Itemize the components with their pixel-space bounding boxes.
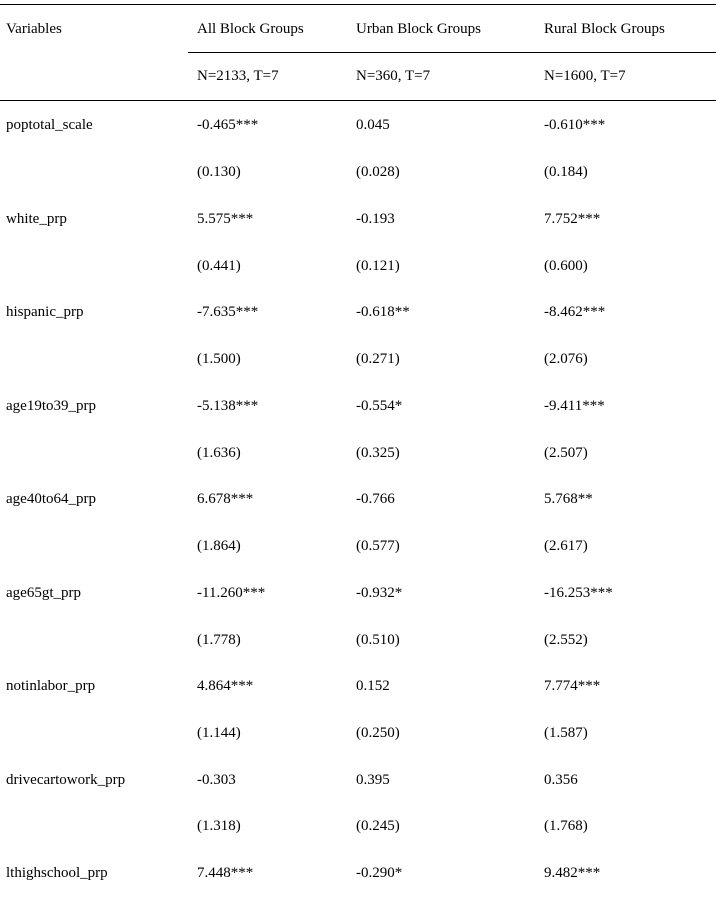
header-rural-block-groups: Rural Block Groups xyxy=(544,21,665,37)
se-rural: (1.768) xyxy=(544,818,588,834)
se-rural: (0.600) xyxy=(544,258,588,274)
table-row xyxy=(0,336,716,382)
se-all: (0.130) xyxy=(197,164,241,180)
variable-name: white_prp xyxy=(6,211,67,227)
coef-urban: -0.193 xyxy=(356,211,395,227)
table-row xyxy=(0,196,716,242)
se-urban: (0.121) xyxy=(356,258,400,274)
table-row xyxy=(0,757,716,803)
se-all: (1.636) xyxy=(197,445,241,461)
subheader-row xyxy=(0,53,716,99)
coef-rural: -0.610*** xyxy=(544,117,606,133)
se-urban: (0.028) xyxy=(356,164,400,180)
table-row xyxy=(0,243,716,289)
table-row xyxy=(0,663,716,709)
table-row xyxy=(0,617,716,663)
coef-urban: -0.618** xyxy=(356,304,410,320)
coef-rural: 0.356 xyxy=(544,772,578,788)
variable-name: age40to64_prp xyxy=(6,491,96,507)
coef-urban: 0.152 xyxy=(356,678,390,694)
se-rural: (2.617) xyxy=(544,538,588,554)
coef-rural: -16.253*** xyxy=(544,585,613,601)
header-urban-block-groups: Urban Block Groups xyxy=(356,21,481,37)
coef-all: -7.635*** xyxy=(197,304,259,320)
se-urban: (0.271) xyxy=(356,351,400,367)
se-rural: (2.507) xyxy=(544,445,588,461)
se-rural: (0.184) xyxy=(544,164,588,180)
table-row xyxy=(0,102,716,148)
se-all: (1.500) xyxy=(197,351,241,367)
coef-urban: -0.554* xyxy=(356,398,403,414)
coef-all: 4.864*** xyxy=(197,678,254,694)
variable-name: poptotal_scale xyxy=(6,117,93,133)
se-rural: (1.587) xyxy=(544,725,588,741)
subheader-rural: N=1600, T=7 xyxy=(544,68,626,84)
subheader-urban: N=360, T=7 xyxy=(356,68,431,84)
table-row xyxy=(0,803,716,849)
coef-all: 7.448*** xyxy=(197,865,254,881)
header-bottom-rule xyxy=(0,100,716,101)
coef-rural: -8.462*** xyxy=(544,304,606,320)
table-row xyxy=(0,476,716,522)
se-all: (1.864) xyxy=(197,538,241,554)
coef-urban: -0.290* xyxy=(356,865,403,881)
table-row xyxy=(0,570,716,616)
top-rule xyxy=(0,4,716,5)
variable-name: hispanic_prp xyxy=(6,304,84,320)
coef-urban: -0.932* xyxy=(356,585,403,601)
variable-name: drivecartowork_prp xyxy=(6,772,126,788)
coef-all: -0.303 xyxy=(197,772,236,788)
se-all: (0.441) xyxy=(197,258,241,274)
coef-all: -5.138*** xyxy=(197,398,259,414)
table-row xyxy=(0,850,716,896)
coef-rural: 7.774*** xyxy=(544,678,601,694)
se-all: (1.778) xyxy=(197,632,241,648)
coef-rural: 5.768** xyxy=(544,491,593,507)
se-all: (1.144) xyxy=(197,725,241,741)
se-urban: (0.325) xyxy=(356,445,400,461)
table-row xyxy=(0,289,716,335)
se-urban: (0.577) xyxy=(356,538,400,554)
coef-all: 6.678*** xyxy=(197,491,254,507)
se-all: (1.318) xyxy=(197,818,241,834)
coef-urban: -0.766 xyxy=(356,491,395,507)
coef-all: 5.575*** xyxy=(197,211,254,227)
variable-name: lthighschool_prp xyxy=(6,865,108,881)
se-urban: (0.245) xyxy=(356,818,400,834)
variable-name: age19to39_prp xyxy=(6,398,96,414)
se-rural: (2.076) xyxy=(544,351,588,367)
coef-rural: 7.752*** xyxy=(544,211,601,227)
subheader-all: N=2133, T=7 xyxy=(197,68,279,84)
se-urban: (0.250) xyxy=(356,725,400,741)
table-row xyxy=(0,523,716,569)
header-variables: Variables xyxy=(6,21,62,37)
table-row xyxy=(0,149,716,195)
se-rural: (2.552) xyxy=(544,632,588,648)
coef-all: -11.260*** xyxy=(197,585,266,601)
table-row xyxy=(0,710,716,756)
coef-rural: -9.411*** xyxy=(544,398,605,414)
coef-urban: 0.045 xyxy=(356,117,390,133)
coef-all: -0.465*** xyxy=(197,117,259,133)
table-row xyxy=(0,383,716,429)
coef-rural: 9.482*** xyxy=(544,865,601,881)
variable-name: age65gt_prp xyxy=(6,585,81,601)
header-all-block-groups: All Block Groups xyxy=(197,21,304,37)
se-urban: (0.510) xyxy=(356,632,400,648)
variable-name: notinlabor_prp xyxy=(6,678,96,694)
coef-urban: 0.395 xyxy=(356,772,390,788)
header-row xyxy=(0,6,716,52)
table-row xyxy=(0,430,716,476)
